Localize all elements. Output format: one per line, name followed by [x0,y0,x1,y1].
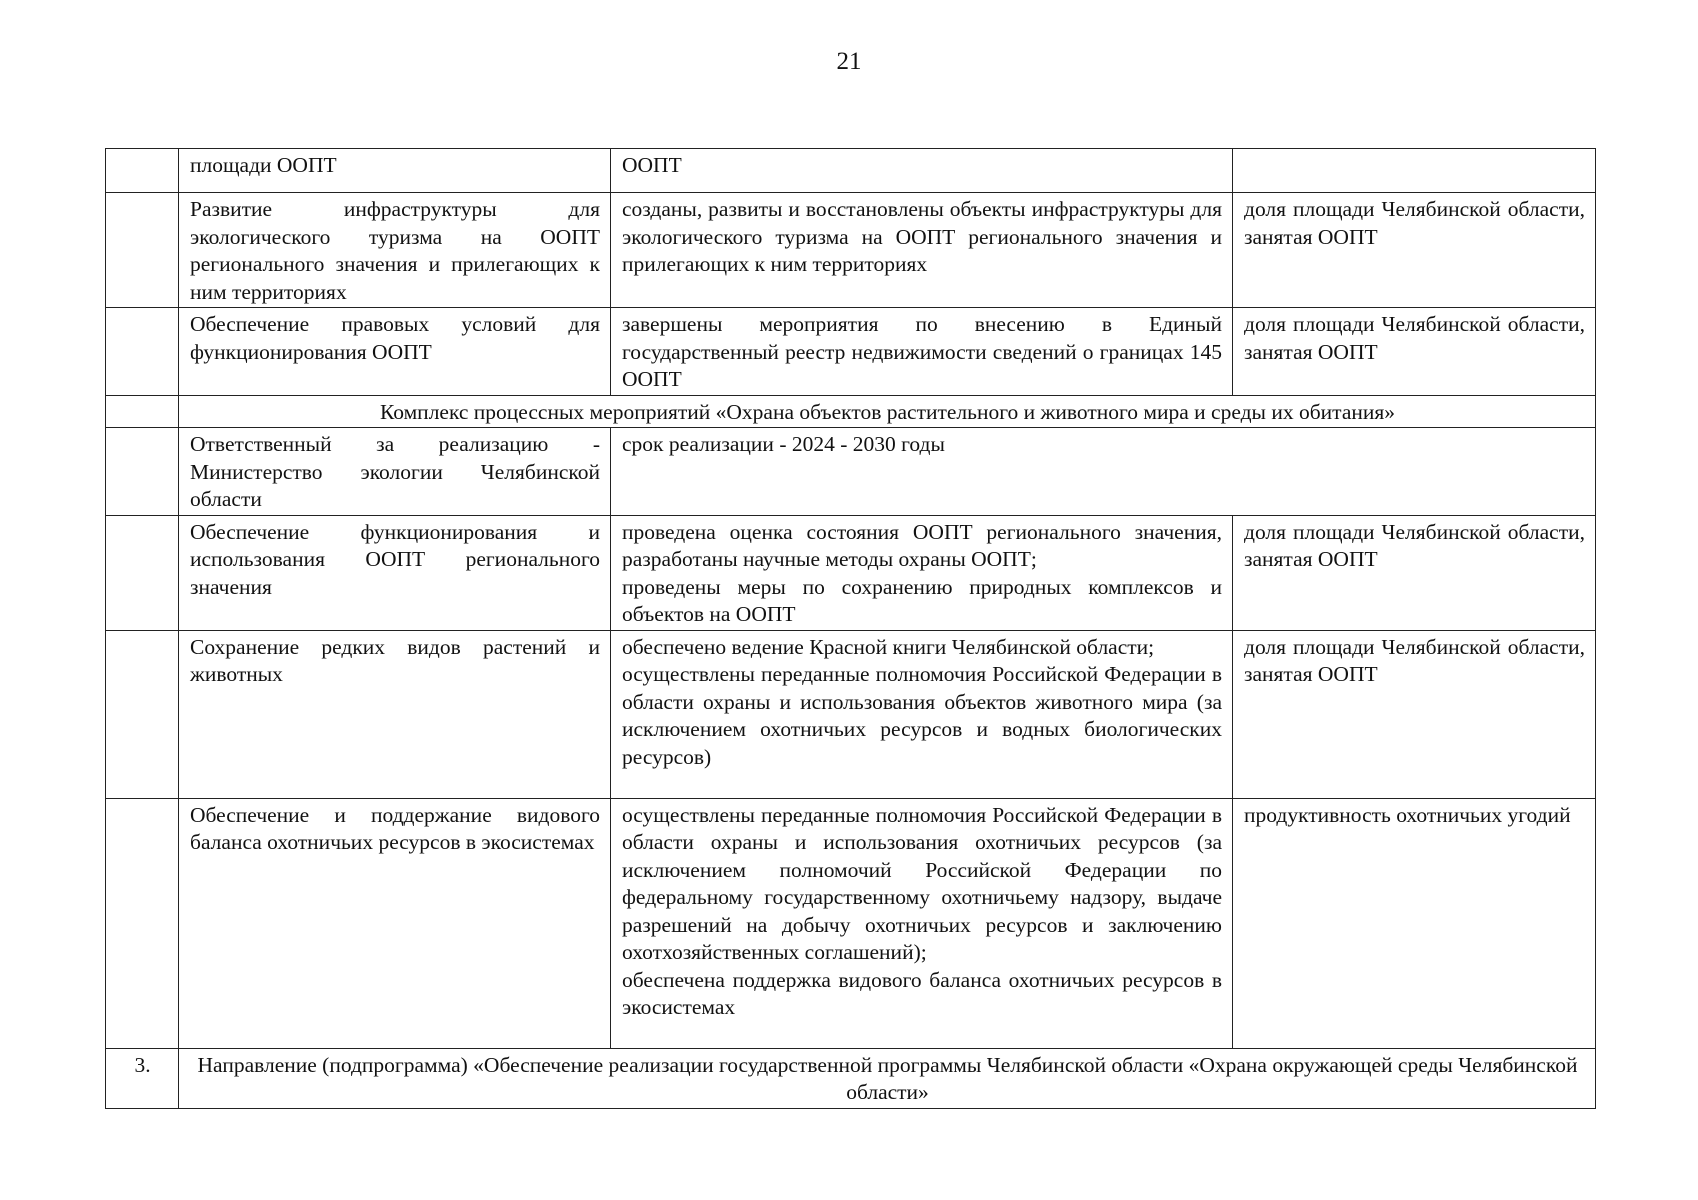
table-row [106,149,1596,193]
indicator-cell: доля площади Челябинской области, занятая ООПТ [1233,193,1596,308]
table-row [106,515,1596,630]
direction-row [106,1048,1596,1108]
complex-header-row [106,395,1596,428]
result-cell [611,630,1233,798]
result-cell: созданы, развиты и восстановлены объекты инфраструктуры для экологического туризма на ООПТ регионального значения и прилегающих к ним территориях [611,193,1233,308]
indicator-cell [1233,149,1596,193]
result-text: проведена оценка состояния ООПТ регионального значения, разработаны научные методы охраны ООПТ; [622,519,1222,571]
task-cell: Развитие инфраструктуры для экологического туризма на ООПТ регионального значения и прилегающих к ним территориях [179,193,611,308]
result-cell [611,515,1233,630]
row-number-cell [106,515,179,630]
row-number-cell [106,428,179,516]
responsible-cell: Ответственный за реализацию - Министерство экологии Челябинской области [179,428,611,516]
result-text: проведены меры по сохранению природных комплексов и объектов на ООПТ [622,574,1222,626]
result-text: осуществлены переданные полномочия Российской Федерации в области охраны и использования объектов животного мира (за исключением охотничьих ресурсов и водных биологических ресурсов) [622,662,1222,769]
row-number-cell [106,395,179,428]
row-number-cell [106,308,179,396]
result-cell: завершены мероприятия по внесению в Единый государственный реестр недвижимости сведений о границах 145 ООПТ [611,308,1233,396]
responsible-row [106,428,1596,516]
result-text: осуществлены переданные полномочия Российской Федерации в области охраны и использования охотничьих ресурсов (за исключением полномочий Российской Федерации по федеральному государственному охотничьему надзору, выдаче разрешений на добычу охотничьих ресурсов и заключению охотхозяйственных соглашений); [622,802,1222,964]
result-cell: ООПТ [611,149,1233,193]
indicator-cell: доля площади Челябинской области, занятая ООПТ [1233,630,1596,798]
task-cell: Обеспечение и поддержание видового баланса охотничьих ресурсов в экосистемах [179,798,611,1048]
table-row [106,308,1596,396]
indicator-cell: продуктивность охотничьих угодий [1233,798,1596,1048]
table-row [106,630,1596,798]
row-number-cell [106,149,179,193]
table-row [106,193,1596,308]
page-number: 21 [836,48,862,75]
task-cell: площади ООПТ [179,149,611,193]
result-text: обеспечена поддержка видового баланса охотничьих ресурсов в экосистемах [622,967,1222,1019]
task-cell: Сохранение редких видов растений и животных [179,630,611,798]
task-cell: Обеспечение функционирования и использования ООПТ регионального значения [179,515,611,630]
program-table [105,148,1596,1109]
indicator-cell: доля площади Челябинской области, занятая ООПТ [1233,308,1596,396]
row-number-cell [106,193,179,308]
row-number-cell [106,798,179,1048]
task-cell: Обеспечение правовых условий для функционирования ООПТ [179,308,611,396]
result-text: обеспечено ведение Красной книги Челябинской области; [622,634,1155,659]
direction-title: Направление (подпрограмма) «Обеспечение реализации государственной программы Челябинской области «Охрана окружающей среды Челябинской области» [179,1048,1596,1108]
row-number-cell [106,630,179,798]
term-cell: срок реализации - 2024 - 2030 годы [611,428,1596,516]
result-cell [611,798,1233,1048]
indicator-cell: доля площади Челябинской области, занятая ООПТ [1233,515,1596,630]
complex-header: Комплекс процессных мероприятий «Охрана объектов растительного и животного мира и среды их обитания» [179,395,1596,428]
direction-number: 3. [106,1048,179,1108]
table-row [106,798,1596,1048]
